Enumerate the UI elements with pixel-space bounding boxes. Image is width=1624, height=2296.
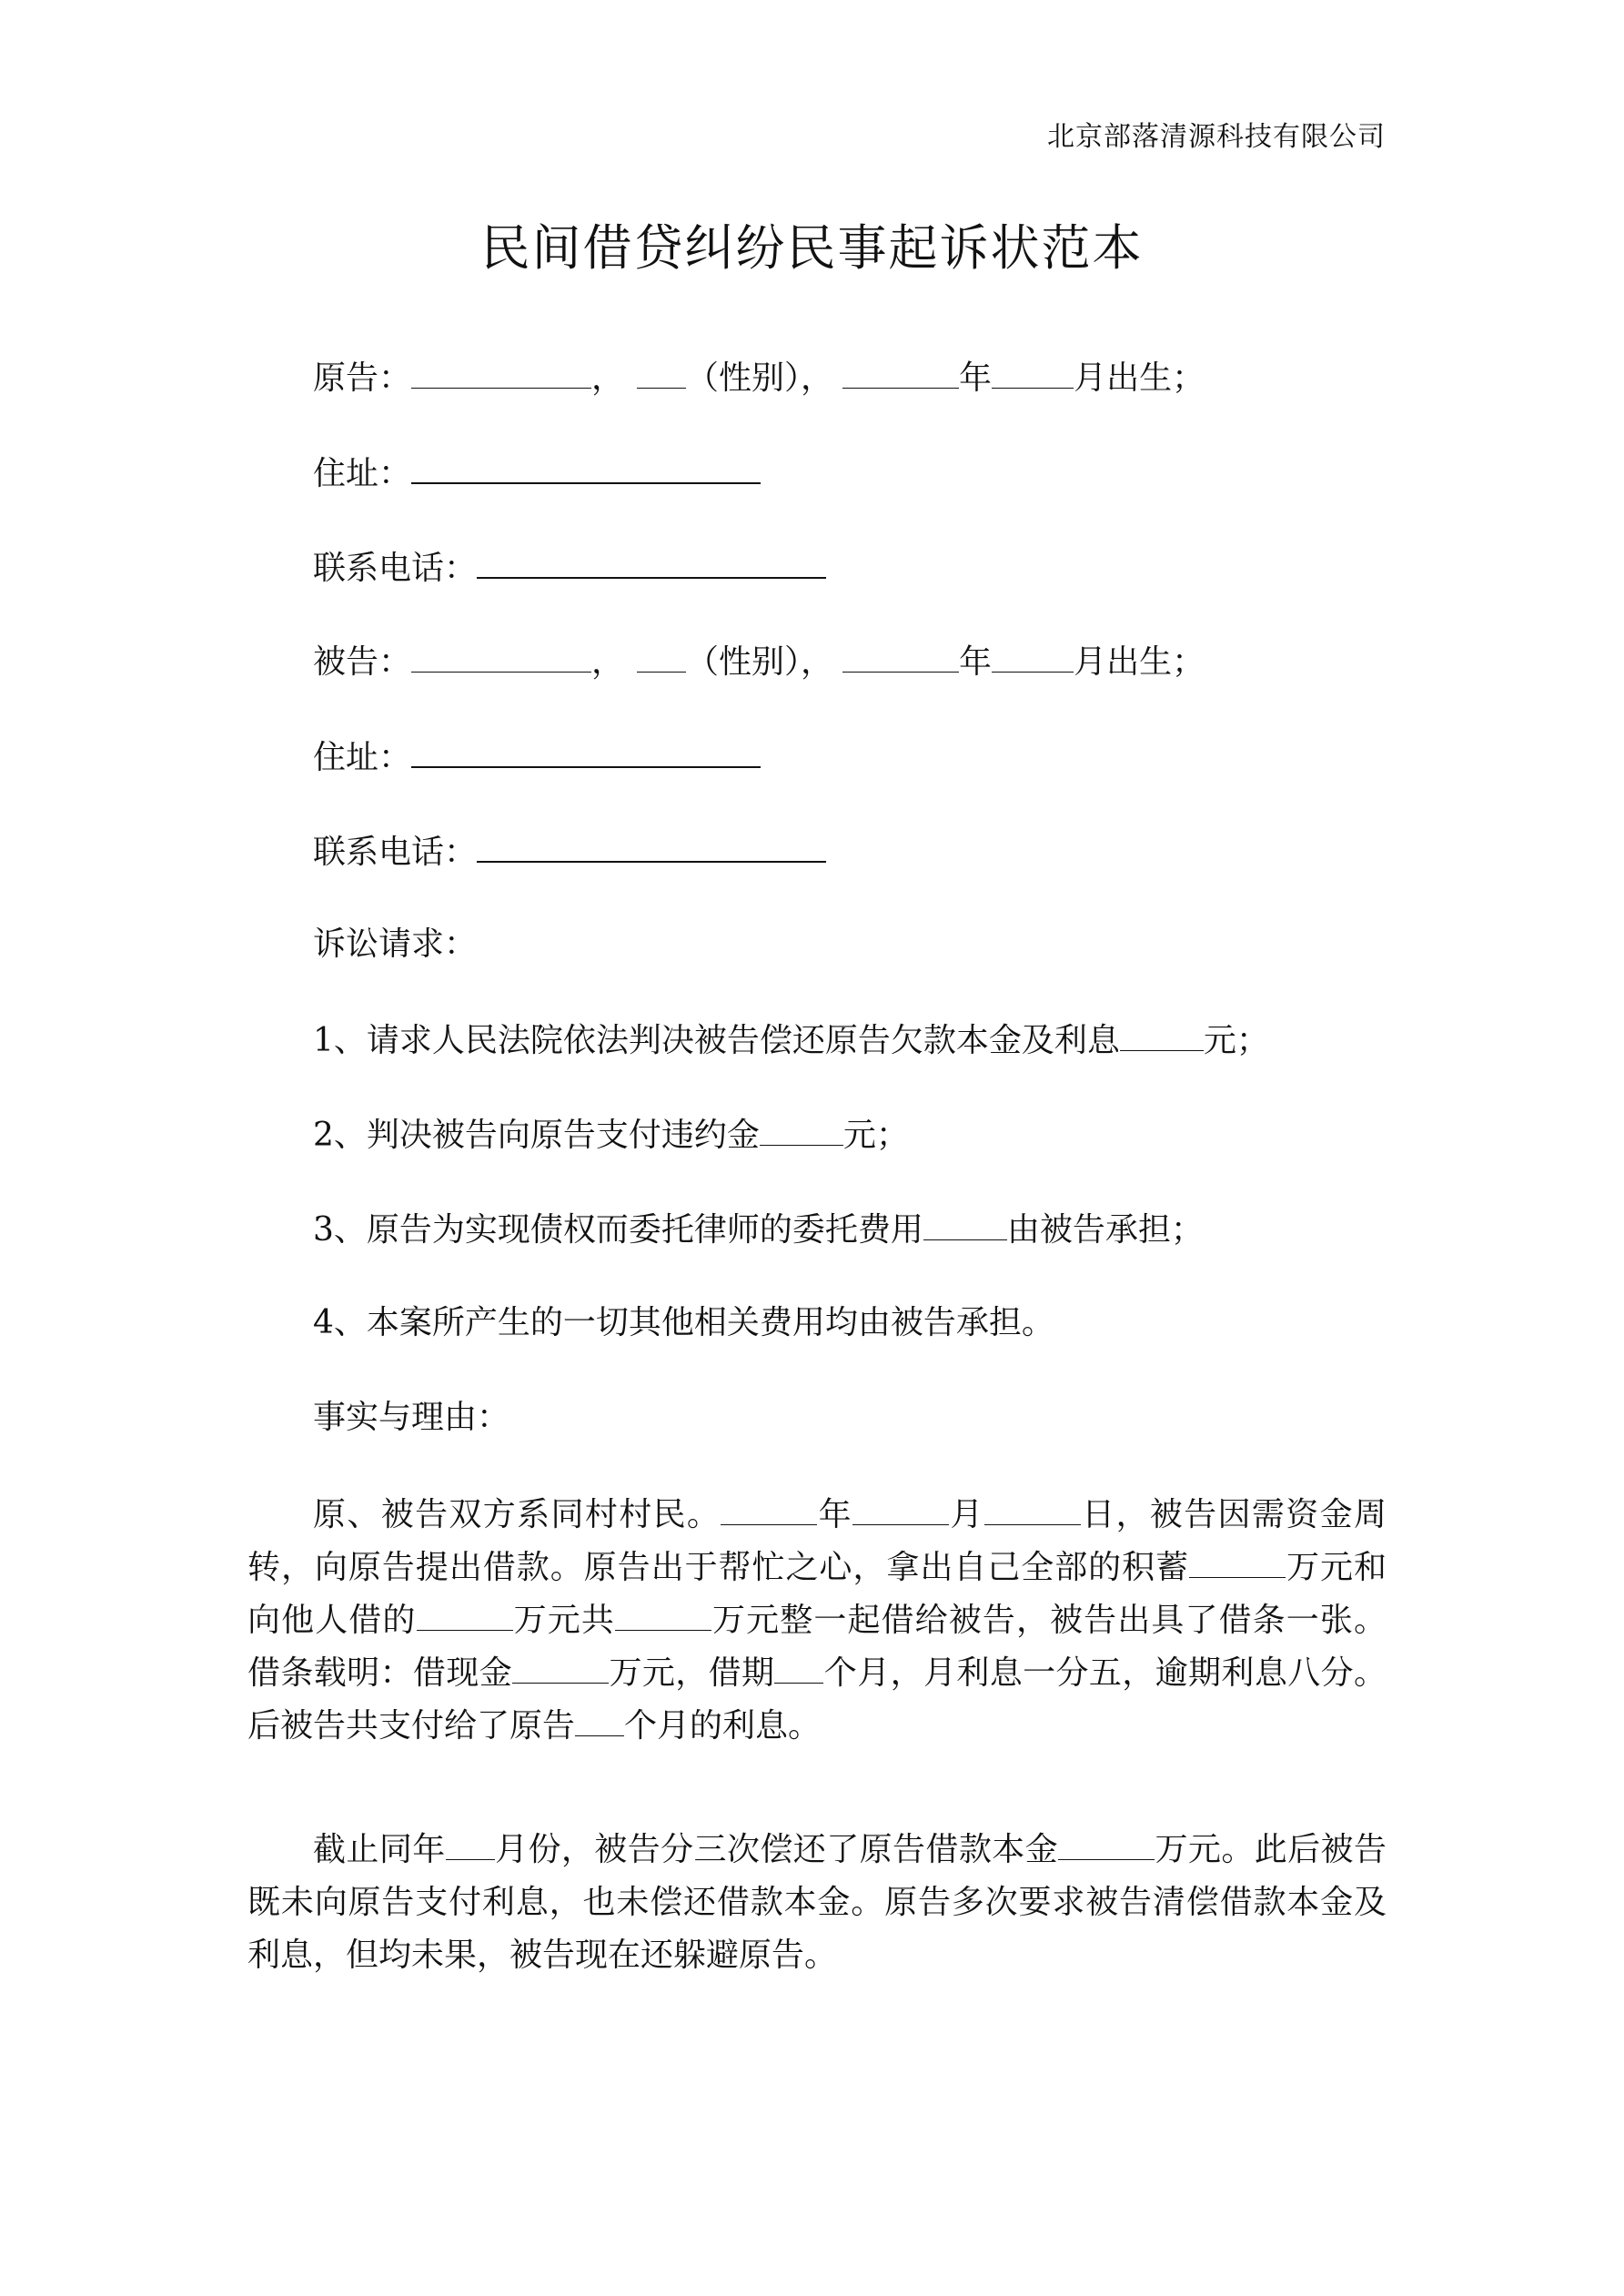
defendant-address-blank xyxy=(411,733,761,768)
total-amount-blank xyxy=(615,1603,711,1631)
plaintiff-phone-line xyxy=(313,544,826,591)
facts-text: 万元，借期 xyxy=(609,1654,775,1692)
gender-label: （性别）， xyxy=(686,359,834,397)
defendant-gender-blank xyxy=(637,639,686,673)
facts-text: 截止同年 xyxy=(313,1831,446,1868)
defendant-label: 被告： xyxy=(313,643,412,681)
plaintiff-phone-blank xyxy=(477,544,826,579)
cash-amount-blank xyxy=(512,1655,609,1684)
claim-item-3 xyxy=(313,1207,1204,1252)
borrowed-amount-blank xyxy=(417,1603,513,1631)
claim-amount-blank xyxy=(760,1112,843,1146)
claim-text: 3、原告为实现债权而委托律师的委托费用 xyxy=(313,1211,923,1249)
facts-text: 万元和向他人借的 xyxy=(247,1549,1387,1639)
claim-unit: 元； xyxy=(1203,1022,1269,1059)
claim-amount-blank xyxy=(923,1207,1007,1240)
year-label: 年 xyxy=(959,359,993,397)
claim-amount-blank xyxy=(1120,1017,1204,1051)
date-day-blank xyxy=(984,1497,1081,1525)
plaintiff-address-line xyxy=(313,450,761,496)
claim-text: 2、判决被告向原告支付违约金 xyxy=(313,1117,760,1154)
address-label: 住址： xyxy=(313,739,412,776)
year-label: 年 xyxy=(959,643,993,681)
defendant-phone-blank xyxy=(477,828,826,863)
plaintiff-label: 原告： xyxy=(313,359,412,397)
facts-text: 个月，月利息一分五，逾期利息八分。后被告共支付给了原告 xyxy=(247,1654,1387,1745)
plaintiff-year-blank xyxy=(842,355,959,389)
gender-label: （性别）， xyxy=(686,643,834,681)
plaintiff-name-blank xyxy=(411,355,591,389)
phone-label: 联系电话： xyxy=(313,834,478,871)
defendant-name-blank xyxy=(411,639,591,673)
interest-months-blank xyxy=(575,1708,624,1736)
claim-unit: 由被告承担； xyxy=(1006,1211,1204,1249)
plaintiff-line xyxy=(313,355,1205,400)
date-month-blank xyxy=(852,1497,949,1525)
defendant-phone-line xyxy=(313,828,826,875)
claim-text: 4、本案所产生的一切其他相关费用均由被告承担。 xyxy=(313,1304,1054,1341)
claims-heading: 诉讼请求： xyxy=(313,925,478,963)
birth-label: 月出生； xyxy=(1074,643,1205,681)
document-title: 民间借贷纠纷民事起诉状范本 xyxy=(480,219,1144,277)
company-header: 北京部落清源科技有限公司 xyxy=(1047,121,1386,153)
claim-item-1 xyxy=(313,1017,1269,1063)
date-year-blank xyxy=(721,1497,817,1525)
facts-paragraph-1 xyxy=(247,1489,1387,1753)
address-label: 住址： xyxy=(313,455,412,492)
plaintiff-address-blank xyxy=(411,450,761,484)
defendant-year-blank xyxy=(842,639,959,673)
plaintiff-month-blank xyxy=(992,355,1074,389)
facts-text: 万元。此后被告既未向原告支付利息，也未偿还借款本金。原告多次要求被告清偿借款本金及利息，但均未果，被告现在还躲避原告。 xyxy=(247,1831,1387,1974)
facts-text: 月份，被告分三次偿还了原告借款本金 xyxy=(494,1831,1059,1868)
claim-item-4 xyxy=(313,1301,1054,1345)
claim-unit: 元； xyxy=(842,1117,909,1154)
claim-item-2 xyxy=(313,1112,909,1158)
claim-text: 1、请求人民法院依法判决被告偿还原告欠款本金及利息 xyxy=(313,1022,1120,1059)
facts-text: 个月的利息。 xyxy=(624,1707,822,1745)
plaintiff-gender-blank xyxy=(637,355,686,389)
loan-term-blank xyxy=(774,1655,823,1684)
facts-heading: 事实与理由： xyxy=(313,1399,510,1436)
phone-label: 联系电话： xyxy=(313,550,478,587)
repay-month-blank xyxy=(446,1832,495,1860)
facts-text: 万元共 xyxy=(512,1602,615,1639)
facts-text: 年 xyxy=(817,1496,853,1533)
birth-label: 月出生； xyxy=(1074,359,1205,397)
facts-paragraph-2 xyxy=(247,1824,1387,1982)
facts-text: 原、被告双方系同村村民。 xyxy=(313,1496,721,1533)
facts-text: 日，被告因需资金周转，向原告提出借款。原告出于帮忙之心，拿出自己全部的积蓄 xyxy=(247,1496,1387,1586)
defendant-month-blank xyxy=(992,639,1074,673)
facts-text: 月 xyxy=(949,1496,984,1533)
separator: ， xyxy=(591,359,625,397)
separator: ， xyxy=(591,643,625,681)
savings-amount-blank xyxy=(1189,1550,1286,1578)
repaid-amount-blank xyxy=(1058,1832,1155,1860)
defendant-line xyxy=(313,639,1205,684)
facts-text: 万元整一起借给被告，被告出具了借条一张。借条载明：借现金 xyxy=(247,1602,1387,1692)
defendant-address-line xyxy=(313,733,761,780)
